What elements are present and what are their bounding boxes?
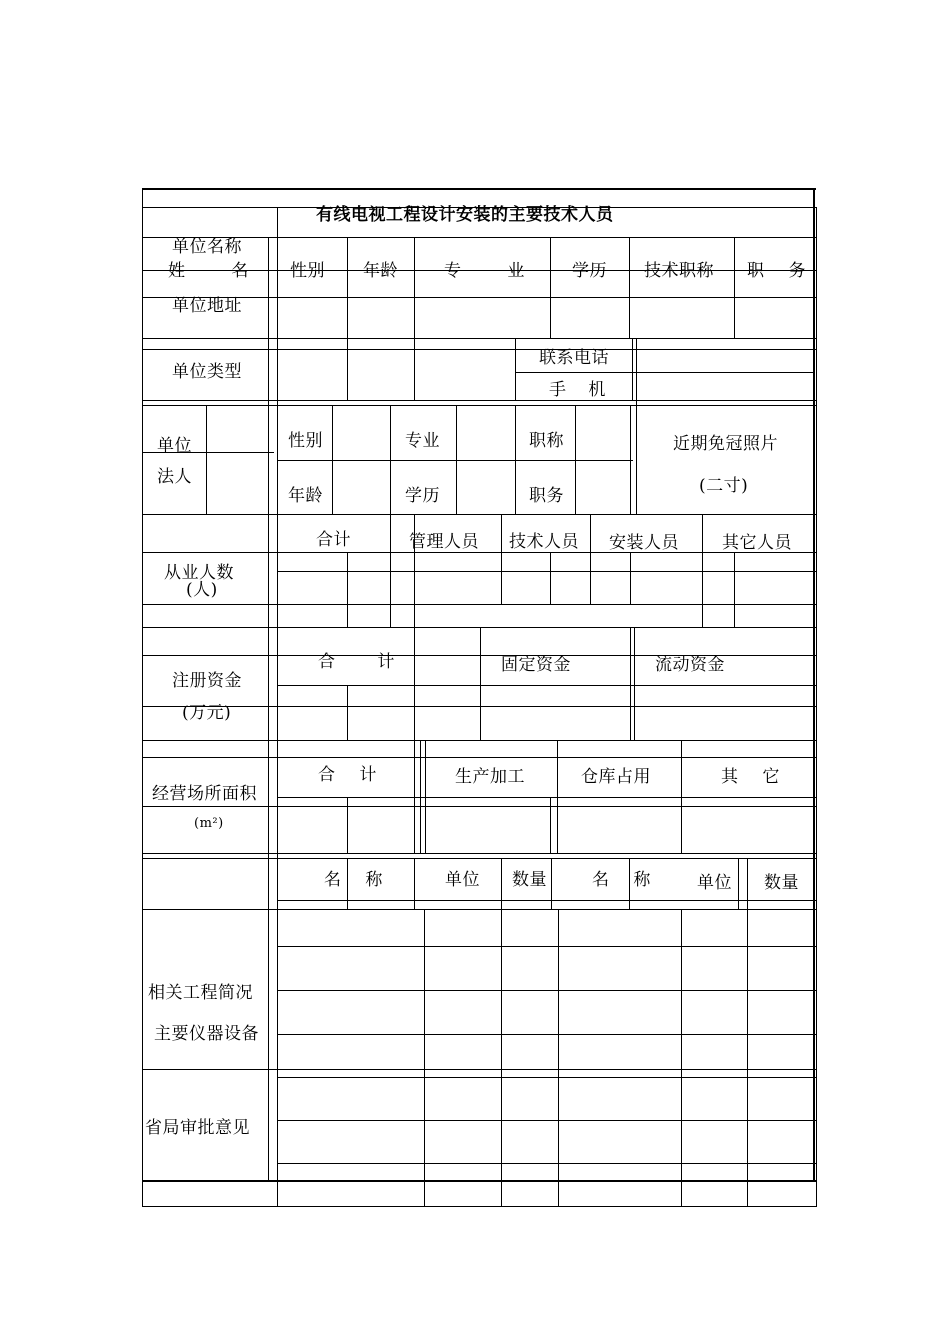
equipment-name-header-2: 名 称	[592, 870, 651, 890]
equipment-qty-header-1: 数量	[512, 870, 547, 890]
rule	[390, 405, 391, 515]
employees-total-header: 合计	[316, 530, 351, 550]
rule	[277, 990, 816, 991]
employees-other-header: 其它人员	[722, 533, 792, 553]
employees-label-line2: (人)	[186, 580, 218, 600]
staff-major-header: 专 业	[444, 261, 525, 281]
rule	[590, 514, 591, 605]
rule	[501, 858, 502, 1207]
table-border-right	[813, 188, 815, 1181]
unit-name-label: 单位名称	[172, 237, 242, 257]
rule	[557, 740, 558, 854]
rule	[414, 627, 415, 741]
contact-phone-label: 联系电话	[539, 348, 609, 368]
rule	[277, 1163, 816, 1164]
staff-post-header: 职 务	[747, 261, 806, 281]
legal-age-label: 年龄	[288, 486, 323, 506]
legal-title-label: 职称	[529, 431, 564, 451]
premises-production-header: 生产加工	[455, 767, 525, 787]
approval-label: 省局审批意见	[145, 1118, 250, 1138]
mobile-label: 手 机	[549, 380, 606, 400]
rule	[277, 571, 816, 572]
rule	[206, 405, 207, 515]
rule	[420, 740, 421, 854]
legal-gender-label: 性别	[288, 431, 323, 451]
rule	[142, 552, 816, 553]
employees-label-line1: 从业人数	[164, 563, 234, 583]
rule	[575, 405, 576, 515]
rule	[142, 1069, 816, 1070]
rule	[142, 405, 816, 406]
rule	[142, 237, 816, 238]
rule	[142, 858, 816, 859]
rule	[515, 405, 516, 515]
rule	[142, 740, 816, 741]
rule	[515, 338, 516, 401]
rule	[456, 405, 457, 515]
rule	[277, 797, 816, 798]
capital-label-line1: 注册资金	[172, 671, 242, 691]
rule	[142, 297, 816, 298]
rule	[414, 858, 415, 910]
staff-age-header: 年龄	[363, 261, 398, 281]
rule	[480, 627, 481, 741]
rule	[550, 237, 551, 339]
rule	[142, 853, 816, 854]
rule	[515, 372, 815, 373]
rule	[632, 338, 633, 401]
rule	[347, 797, 348, 854]
rule	[414, 740, 415, 854]
rule	[424, 909, 425, 1207]
premises-label-line2: (m²)	[194, 816, 224, 831]
rule	[142, 400, 816, 401]
rule	[142, 1206, 816, 1207]
rule	[634, 627, 635, 741]
rule	[734, 552, 735, 628]
rule	[347, 552, 348, 628]
rule	[738, 858, 739, 910]
capital-total-header: 合 计	[318, 652, 395, 672]
legal-rep-label-line1: 单位	[157, 436, 192, 456]
photo-placeholder-line1: 近期免冠照片	[673, 434, 778, 454]
employees-installation-header: 安装人员	[609, 533, 679, 553]
table-border-left	[142, 188, 143, 1207]
instruments-label: 主要仪器设备	[154, 1024, 259, 1044]
rule	[390, 514, 391, 628]
rule	[630, 552, 631, 605]
rule	[702, 514, 703, 628]
unit-address-label: 单位地址	[172, 296, 242, 316]
legal-position-label: 职务	[529, 486, 564, 506]
staff-tech-title-header: 技术职称	[644, 261, 714, 281]
rule	[681, 740, 682, 854]
rule	[550, 797, 551, 854]
premises-warehouse-header: 仓库占用	[581, 767, 651, 787]
legal-major-label: 专业	[405, 431, 440, 451]
staff-name-header: 姓 名	[168, 261, 249, 281]
rule	[142, 627, 816, 628]
rule	[558, 909, 559, 1207]
rule	[629, 237, 630, 339]
table-border-top	[142, 188, 816, 190]
photo-placeholder-line2: (二寸)	[699, 476, 749, 496]
rule	[142, 757, 816, 758]
projects-label: 相关工程简况	[148, 983, 253, 1003]
form-title: 有线电视工程设计安装的主要技术人员	[316, 205, 614, 225]
equipment-name-header-1: 名 称	[324, 870, 383, 890]
rule	[347, 685, 348, 741]
rule	[816, 207, 817, 1207]
rule	[277, 460, 633, 461]
employees-management-header: 管理人员	[409, 532, 479, 552]
equipment-qty-header-2: 数量	[764, 873, 799, 893]
capital-label-line2: (万元)	[182, 703, 232, 723]
rule	[747, 858, 748, 1207]
rule	[332, 405, 333, 515]
rule	[550, 552, 551, 605]
legal-education-label: 学历	[405, 486, 440, 506]
unit-type-label: 单位类型	[172, 362, 242, 382]
rule	[636, 338, 637, 515]
rule	[681, 909, 682, 1207]
rule	[277, 1120, 816, 1121]
rule	[630, 405, 631, 515]
staff-gender-header: 性别	[290, 261, 325, 281]
rule	[277, 1034, 816, 1035]
rule	[551, 858, 552, 910]
premises-other-header: 其 它	[721, 767, 780, 787]
rule	[142, 806, 816, 807]
rule	[414, 237, 415, 401]
rule	[142, 514, 816, 515]
rule	[501, 514, 502, 605]
equipment-unit-header-1: 单位	[445, 870, 480, 890]
capital-working-header: 流动资金	[655, 655, 725, 675]
rule	[277, 207, 278, 1207]
premises-label-line1: 经营场所面积	[152, 784, 257, 804]
rule	[630, 627, 631, 741]
rule	[277, 900, 816, 901]
rule	[277, 685, 816, 686]
rule	[142, 338, 816, 339]
legal-rep-label-line2: 法人	[157, 467, 192, 487]
staff-education-header: 学历	[572, 261, 607, 281]
rule	[268, 237, 269, 1181]
rule	[734, 237, 735, 339]
rule	[142, 706, 816, 707]
rule	[142, 909, 816, 910]
premises-total-header: 合 计	[318, 765, 377, 785]
rule	[142, 604, 816, 605]
rule	[347, 237, 348, 401]
equipment-unit-header-2: 单位	[697, 873, 732, 893]
employees-technical-header: 技术人员	[509, 532, 579, 552]
rule	[425, 740, 426, 854]
rule	[277, 946, 816, 947]
table-border-bottom	[142, 1180, 816, 1182]
rule	[277, 1077, 816, 1078]
rule	[142, 349, 816, 350]
capital-fixed-header: 固定资金	[501, 655, 571, 675]
